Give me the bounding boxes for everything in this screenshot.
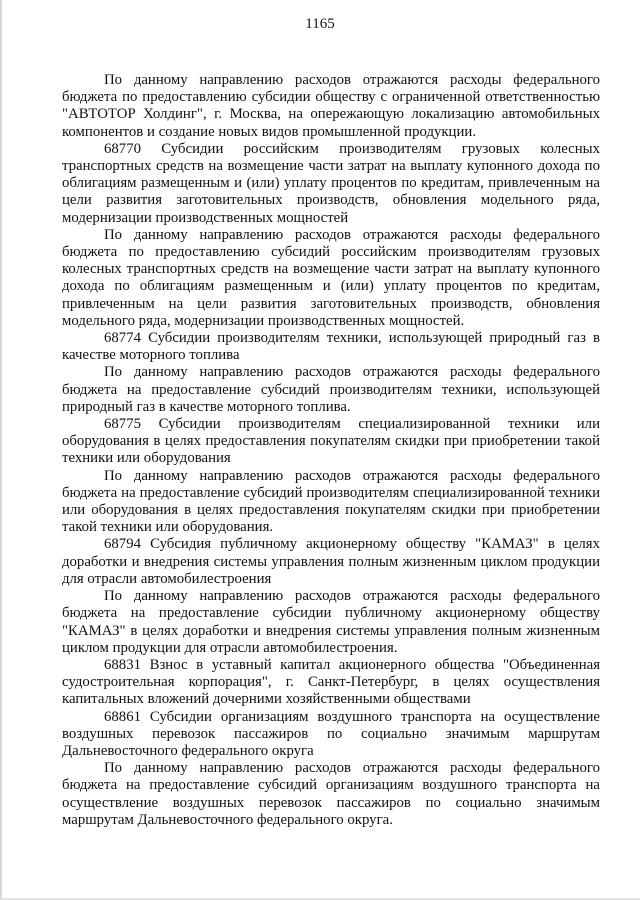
- scan-edge-left: [0, 0, 2, 900]
- paragraph-68794-description: По данному направлению расходов отражаются расходы федерального бюджета на предоставление субсидии публичному акционерному обществу "КАМАЗ" в целях доработки и внедрения системы управления полным жизненным циклом продукции для отрасли автомобилестроения.: [62, 588, 600, 656]
- paragraph-68794-heading: 68794 Субсидия публичному акционерному обществу "КАМАЗ" в целях доработки и внедрения системы управления полным жизненным циклом продукции для отрасли автомобилестроения: [62, 536, 600, 587]
- paragraph-68831-heading: 68831 Взнос в уставный капитал акционерного общества "Объединенная судостроительная корпорация", г. Санкт-Петербург, в целях осуществления капитальных вложений дочерними хозяйственными обществами: [62, 656, 600, 708]
- document-body: [62, 72, 600, 829]
- paragraph-68775-description: По данному направлению расходов отражаются расходы федерального бюджета на предоставление субсидий производителям специализированной техники или оборудования в целях предоставления покупателям скидки при приобретении такой техники или оборудования.: [62, 467, 600, 536]
- paragraph-68775-heading: 68775 Субсидии производителям специализированной техники или оборудования в целях предоставления покупателям скидки при приобретении такой техники или оборудования: [62, 416, 600, 467]
- paragraph-68774-description: По данному направлению расходов отражаются расходы федерального бюджета на предоставление субсидий производителям техники, использующей природный газ в качестве моторного топлива.: [62, 364, 600, 415]
- page-number: 1165: [305, 16, 335, 32]
- paragraph-68770-heading: 68770 Субсидии российским производителям грузовых колесных транспортных средств на возмещение части затрат на выплату купонного дохода по облигациям размещенным и (или) уплату процентов по кредитам, привлеченным на цели развития заготовительных производств, обновления модельного ряда, модернизации производственных мощностей: [62, 140, 600, 226]
- paragraph-68861-heading: 68861 Субсидии организациям воздушного транспорта на осуществление воздушных перевозок пассажиров по социально значимым маршрутам Дальневосточного федерального округа: [62, 708, 600, 759]
- paragraph-68774-heading: 68774 Субсидии производителям техники, использующей природный газ в качестве моторного топлива: [62, 330, 600, 364]
- paragraph-68770-description: По данному направлению расходов отражаются расходы федерального бюджета по предоставлению субсидий российским производителям грузовых колесных транспортных средств на возмещение части затрат на выплату купонного дохода по облигациям размещенным и (или) уплату процентов по кредитам, привлеченным на цели развития заготовительных производств, обновления модельного ряда, модернизации производственных мощностей.: [62, 226, 600, 329]
- paragraph-68861-description: По данному направлению расходов отражаются расходы федерального бюджета на предоставление субсидий организациям воздушного транспорта на осуществление воздушных перевозок пассажиров по социально значимым маршрутам Дальневосточного федерального округа.: [62, 760, 600, 828]
- paragraph-autotor-description: По данному направлению расходов отражаются расходы федерального бюджета по предоставлению субсидии обществу с ограниченной ответственностью "АВТОТОР Холдинг", г. Москва, на опережающую локализацию автомобильных компонентов и создание новых видов промышленной продукции.: [62, 72, 600, 140]
